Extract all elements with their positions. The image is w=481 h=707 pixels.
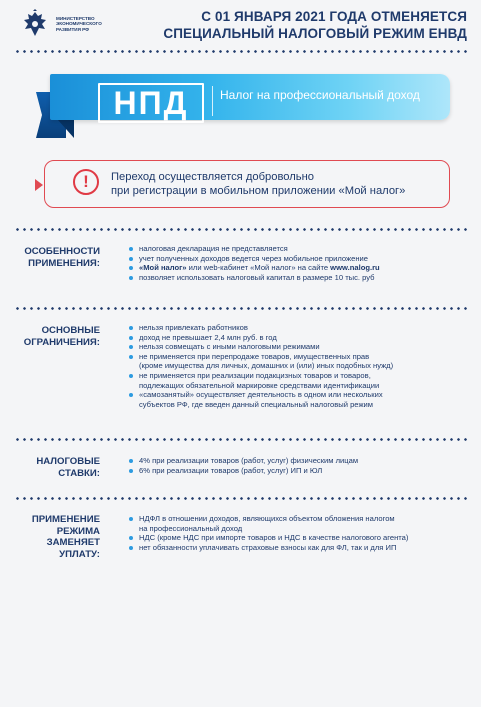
label-line: ОСОБЕННОСТИ — [24, 246, 100, 257]
list-item — [128, 263, 463, 273]
item-line: налоговая декларация не представляется — [139, 244, 288, 253]
item-line: НДФЛ в отношении доходов, являющихся объектом обложения налогом — [139, 514, 395, 523]
section-label — [14, 325, 100, 348]
label-line: ПРИМЕНЕНИЕ — [31, 514, 100, 525]
ministry-logo — [20, 9, 112, 39]
item-line: субъектов РФ, где введен данный специальный налоговый режим — [139, 399, 373, 409]
item-line: учет полученных доходов ведется через мобильное приложение — [139, 253, 369, 263]
list-item — [128, 352, 463, 371]
page-title — [163, 8, 467, 42]
ministry-name — [56, 16, 112, 32]
list-item — [128, 466, 463, 476]
section-label — [14, 246, 100, 269]
ribbon — [50, 74, 450, 120]
section-list — [128, 323, 463, 409]
section-list — [128, 244, 463, 282]
title-line: С 01 ЯНВАРЯ 2021 ГОДА ОТМЕНЯЕТСЯ — [201, 9, 467, 24]
ministry-line: РАЗВИТИЯ РФ — [56, 26, 90, 32]
item-line: «Мой налог» или web-кабинет «Мой налог» на сайте www.nalog.ru — [139, 263, 380, 273]
label-line: СТАВКИ: — [58, 467, 100, 479]
item-line: нельзя привлекать работников — [139, 323, 248, 332]
item-line: нет обязанности уплачивать страховые взносы как для ФЛ, так и для ИП — [139, 542, 397, 552]
list-item — [128, 533, 463, 543]
npd-full-name: Налог на профессиональный доход — [220, 88, 420, 102]
list-item — [128, 543, 463, 553]
item-line: (кроме имущества для личных, домашних и (или) иных подобных нужд) — [139, 361, 394, 371]
section-label — [14, 514, 100, 560]
section-list — [128, 456, 463, 475]
item-line: не применяется при перепродаже товаров, имущественных прав — [139, 351, 370, 361]
label-line: ПРИМЕНЕНИЯ: — [28, 257, 100, 269]
npd-abbreviation: НПД — [98, 83, 204, 123]
item-line: не применяется при реализации подакцизных товаров и товаров, — [139, 370, 371, 380]
dotted-divider — [14, 228, 469, 231]
dotted-divider — [14, 497, 469, 500]
item-line: НДС (кроме НДС при импорте товаров и НДС в качестве налогового агента) — [139, 533, 409, 543]
exclamation-icon: ! — [73, 169, 99, 195]
dotted-divider — [14, 307, 469, 310]
item-line: 4% при реализации товаров (работ, услуг) физическим лицам — [139, 456, 359, 465]
label-line: ОГРАНИЧЕНИЯ: — [23, 336, 100, 348]
list-item — [128, 371, 463, 390]
section-list — [128, 514, 463, 552]
label-line: НАЛОГОВЫЕ — [36, 456, 100, 467]
list-item — [128, 273, 463, 283]
list-item — [128, 456, 463, 466]
coat-of-arms-icon — [20, 9, 50, 39]
ministry-line: МИНИСТЕРСТВО — [56, 15, 95, 21]
label-line: ЗАМЕНЯЕТ — [46, 537, 100, 548]
item-line: подлежащих обязательной маркировке средствами идентификации — [139, 380, 380, 390]
notice-text — [111, 170, 441, 198]
item-line: нельзя совмещать с иными налоговыми режимами — [139, 342, 320, 352]
item-line: позволяет использовать налоговый капитал в размере 10 тыс. руб — [139, 272, 375, 282]
npd-banner — [36, 70, 456, 140]
item-line: доход не превышает 2,4 млн руб. в год — [139, 332, 277, 342]
dotted-divider — [14, 50, 469, 53]
item-line: «самозанятый» осуществляет деятельность в одном или нескольких — [139, 390, 383, 400]
notice-line: Переход осуществляется добровольно — [111, 171, 315, 183]
item-line: на профессиональный доход — [139, 523, 243, 533]
title-line: СПЕЦИАЛЬНЫЙ НАЛОГОВЫЙ РЕЖИМ ЕНВД — [163, 26, 467, 41]
list-item — [128, 254, 463, 264]
list-item — [128, 244, 463, 254]
label-line: ОСНОВНЫЕ — [41, 325, 100, 336]
list-item — [128, 333, 463, 343]
label-line: РЕЖИМА — [56, 525, 100, 537]
list-item — [128, 342, 463, 352]
section-label — [14, 456, 100, 479]
list-item — [128, 390, 463, 409]
ministry-line: ЭКОНОМИЧЕСКОГО — [56, 21, 102, 27]
notice-pointer — [35, 179, 43, 191]
notice-line: при регистрации в мобильном приложении «Мой налог» — [111, 185, 406, 197]
banner-divider — [212, 86, 213, 116]
dotted-divider — [14, 438, 469, 441]
list-item — [128, 323, 463, 333]
label-line: УПЛАТУ: — [59, 548, 100, 560]
item-line: 6% при реализации товаров (работ, услуг) ИП и ЮЛ — [139, 465, 323, 475]
list-item — [128, 514, 463, 533]
voluntary-transition-notice — [44, 160, 450, 208]
header — [0, 0, 481, 48]
